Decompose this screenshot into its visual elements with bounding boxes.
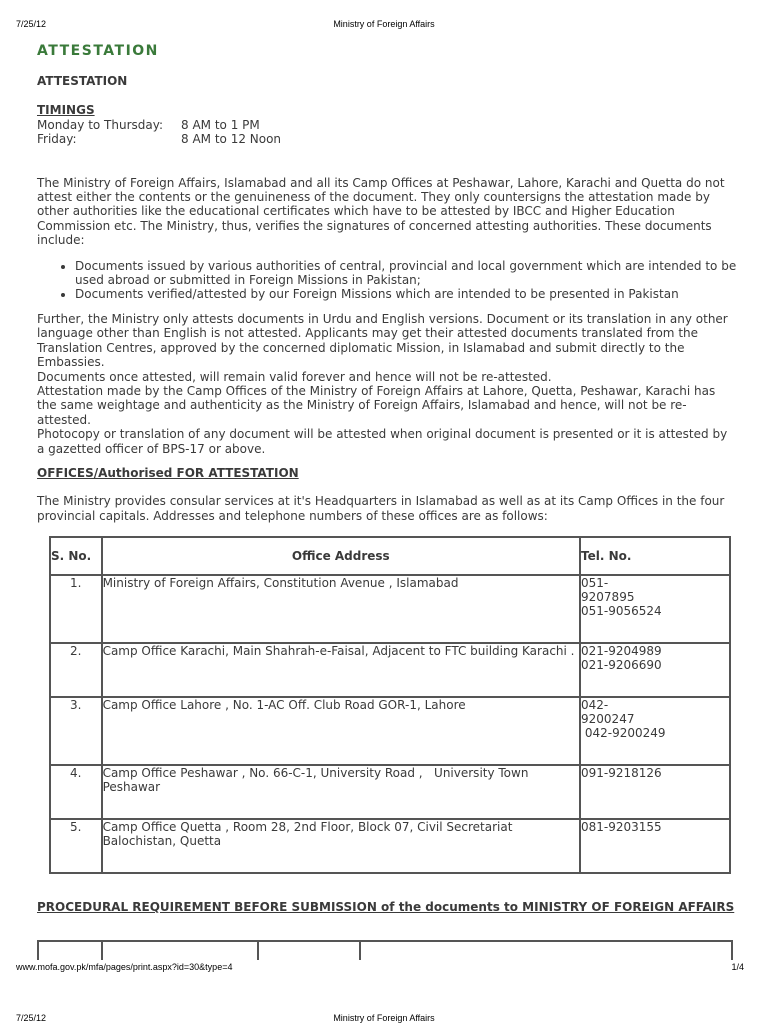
cell-sno: 1. (50, 575, 102, 643)
print-footer (0, 962, 768, 976)
tel-line: 021-9204989 (581, 644, 662, 659)
cell-tel (580, 765, 730, 819)
cell-address: Camp Office Quetta , Room 28, 2nd Floor, Block 07, Civil Secretariat Balochistan, Quetta (102, 819, 580, 873)
cell-address: Camp Office Peshawar , No. 66-C-1, University Road , University Town Peshawar (102, 765, 580, 819)
tel-line: 081-9203155 (581, 820, 662, 835)
table-border (101, 942, 103, 960)
tel-line: 9207895 (581, 590, 635, 605)
col-tel-header: Tel. No. (580, 537, 730, 575)
offices-heading: OFFICES/Authorised FOR ATTESTATION (37, 465, 299, 480)
table-header-row (50, 537, 730, 575)
cell-tel (580, 819, 730, 873)
timings-row (37, 118, 737, 132)
tel-line: 042-9200249 (581, 726, 666, 741)
tel-line: 021-9206690 (581, 658, 662, 673)
procedural-heading: PROCEDURAL REQUIREMENT BEFORE SUBMISSION of the documents to MINISTRY OF FOREIGN AFFAIRS (37, 900, 735, 915)
cell-sno: 2. (50, 643, 102, 697)
timings-hours: 8 AM to 1 PM (181, 117, 260, 132)
section-subtitle: ATTESTATION (37, 74, 128, 88)
offices-intro: The Ministry provides consular services at it's Headquarters in Islamabad as well as at its Camp Offices in the four provincial capitals. Addresses and telephone numbers of these offices are as follows: (37, 494, 725, 523)
table-border (731, 942, 733, 960)
timings-days: Friday: (37, 132, 77, 147)
table-row (50, 819, 730, 873)
tel-line: 9200247 (581, 712, 635, 727)
further-info (37, 312, 737, 456)
print-date: 7/25/12 (16, 1013, 47, 1023)
table-row (50, 697, 730, 765)
tel-line: 051-9056524 (581, 604, 662, 619)
col-sno-header: S. No. (50, 537, 102, 575)
print-url: www.mofa.gov.pk/mfa/pages/print.aspx?id=30&type=4 (16, 962, 233, 972)
cell-tel (580, 697, 730, 765)
documents-list (37, 259, 737, 302)
cell-tel (580, 643, 730, 697)
page-number: 1/4 (731, 962, 744, 972)
col-address-header: Office Address (102, 537, 580, 575)
table-row (50, 575, 730, 643)
table-border (37, 942, 39, 960)
next-page-header (0, 1013, 768, 1027)
cell-sno: 4. (50, 765, 102, 819)
paragraph: Further, the Ministry only attests documents in Urdu and English versions. Document or its translation in any other language other than English is not attested. Applicants may get their attested documents translated from the Translation Centres, approved by the concerned diplomatic Mission, in Islamabad and submit directly to the Embassies. (37, 311, 728, 370)
paragraph: Attestation made by the Camp Offices of the Ministry of Foreign Affairs at Lahore, Quetta, Peshawar, Karachi has the same weightage and authenticity as the Ministry of Foreign Affairs, Islamabad and hence, will not be re-attested. (37, 383, 716, 427)
offices-table (49, 536, 731, 874)
cell-sno: 5. (50, 819, 102, 873)
timings-heading: TIMINGS (37, 103, 95, 118)
print-date: 7/25/12 (16, 19, 47, 29)
paragraph: Documents once attested, will remain valid forever and hence will not be re-attested. (37, 369, 552, 384)
list-item: • Documents verified/attested by our Foreign Missions which are intended to be presented in Pakistan (75, 287, 737, 301)
timings-hours: 8 AM to 12 Noon (181, 132, 282, 147)
cell-tel (580, 575, 730, 643)
print-site-title: Ministry of Foreign Affairs (333, 1013, 435, 1023)
cell-address: Ministry of Foreign Affairs, Constitution Avenue , Islamabad (102, 575, 580, 643)
tel-line: 091-9218126 (581, 766, 662, 781)
intro-paragraph: The Ministry of Foreign Affairs, Islamabad and all its Camp Offices at Peshawar, Lahore, Karachi and Quetta do not attest either the contents or the genuineness of the document. They only countersigns the attestation made by other authorities like the educational certificates which have to be attested by IBCC and Higher Education Commission etc. The Ministry, thus, verifies the signatures of concerned attesting authorities. These documents include: (37, 175, 725, 248)
print-header (0, 19, 768, 33)
cell-sno: 3. (50, 697, 102, 765)
procedural-table-top (37, 940, 733, 960)
timings-row (37, 132, 737, 146)
list-item: • Documents issued by various authorities of central, provincial and local government which are intended to be used abroad or submitted in Foreign Missions in Pakistan; (75, 259, 737, 288)
cell-address: Camp Office Karachi, Main Shahrah-e-Faisal, Adjacent to FTC building Karachi . (102, 643, 580, 697)
page-content (37, 44, 737, 914)
print-site-title: Ministry of Foreign Affairs (333, 19, 435, 29)
timings-days: Monday to Thursday: (37, 117, 164, 132)
table-border (359, 942, 361, 960)
paragraph: Photocopy or translation of any document will be attested when original document is presented or it is attested by a gazetted officer of BPS-17 or above. (37, 427, 728, 456)
tel-line: 051- (581, 576, 609, 591)
table-border (257, 942, 259, 960)
cell-address: Camp Office Lahore , No. 1-AC Off. Club Road GOR-1, Lahore (102, 697, 580, 765)
tel-line: 042- (581, 698, 609, 713)
table-row (50, 765, 730, 819)
page-title: ATTESTATION (37, 43, 159, 59)
table-row (50, 643, 730, 697)
